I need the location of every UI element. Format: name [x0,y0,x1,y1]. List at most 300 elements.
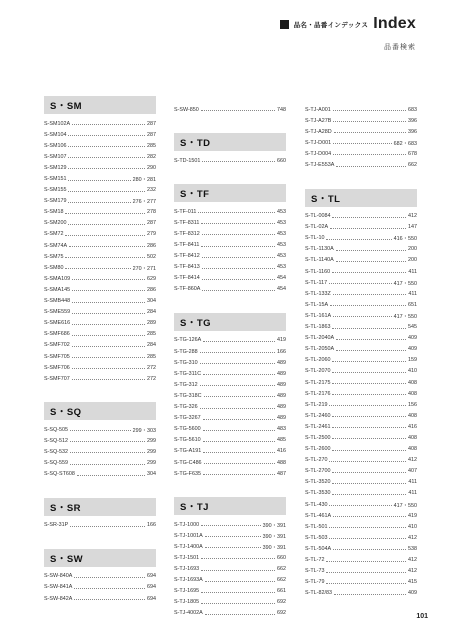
product-code: S-TL-219 [305,401,328,408]
index-block [305,189,417,599]
page-reference: 694 [147,584,156,591]
product-code: S-TL-2050A [305,346,335,353]
page-reference: 692 [277,610,286,617]
index-entry [44,351,156,362]
page-reference: 270・271 [132,265,156,272]
leader-dots [201,592,275,593]
index-entry [174,530,286,541]
leader-dots [333,110,406,111]
page-reference: 692 [277,599,286,606]
product-code: S-SME559 [44,309,71,316]
product-code: S-TG-312 [174,381,198,388]
leader-dots [332,372,406,373]
leader-dots [72,290,145,291]
page-reference: 661 [277,588,286,595]
leader-dots [205,581,275,582]
index-block [174,104,286,115]
index-entry [305,444,417,455]
product-code: S-SQ-559 [44,460,68,467]
index-entry [44,284,156,295]
index-entry [44,129,156,140]
product-code: S-SM129 [44,164,67,171]
page-reference: 299 [147,437,156,444]
index-entry [44,240,156,251]
product-code: S-TJ-1001A [174,532,203,539]
leader-dots [332,272,406,273]
product-code: S-TG-126A [174,337,202,344]
leader-dots [200,363,275,364]
page-reference: 629 [147,275,156,282]
leader-dots [326,583,406,584]
index-entry [174,284,286,295]
index-entry [305,299,417,310]
index-entry [174,575,286,586]
header-big-title: Index [373,15,416,32]
page-reference: 748 [277,106,286,113]
product-code: S-TG-310 [174,359,198,366]
page-reference: 453 [277,242,286,249]
leader-dots [201,525,260,526]
leader-dots [72,124,145,125]
index-entry [44,340,156,351]
index-entry [44,329,156,340]
product-code: S-TL-73 [305,568,325,575]
leader-dots [333,316,392,317]
product-code: S-SMF686 [44,331,70,338]
index-entry [44,307,156,318]
index-entry [174,519,286,530]
product-code: S-SM107 [44,153,67,160]
product-code: S-SMF707 [44,375,70,382]
index-entry [174,457,286,468]
product-code: S-SM155 [44,187,67,194]
product-code: S-SM18 [44,209,64,216]
leader-dots [203,452,275,453]
product-code: S-TL-2500 [305,434,331,441]
leader-dots [68,157,145,158]
leader-dots [326,572,406,573]
page-reference: 488 [277,459,286,466]
leader-dots [65,213,145,214]
page-reference: 538 [408,545,417,552]
page-reference: 289 [147,320,156,327]
leader-dots [334,594,406,595]
index-entry [174,541,286,552]
index-entry [305,543,417,554]
product-code: S-TL-133Z [305,290,331,297]
page-reference: 299 [147,448,156,455]
leader-dots [330,228,406,229]
product-code: S-TG-326 [174,404,198,411]
leader-dots [333,549,406,550]
leader-dots [70,452,145,453]
leader-dots [203,441,275,442]
leader-dots [77,475,145,476]
page-reference: 156 [408,401,417,408]
product-code: S-SQ-532 [44,448,68,455]
page-reference: 662 [277,566,286,573]
product-code: S-TF-8413 [174,264,200,271]
page-reference: 285 [147,353,156,360]
product-code: S-TL-1130A [305,246,334,253]
product-code: S-TJ-D004 [305,150,332,157]
index-entry [305,566,417,577]
index-entry [44,318,156,329]
index-entry [44,571,156,582]
leader-dots [326,239,391,240]
index-entry [305,288,417,299]
page-reference: 276・277 [132,199,156,206]
product-code: S-TL-2460 [305,412,331,419]
leader-dots [332,361,406,362]
leader-dots [198,212,275,213]
page-reference: 454 [277,286,286,293]
page-reference: 411 [408,290,417,297]
page-reference: 694 [147,595,156,602]
leader-dots [202,161,275,162]
leader-dots [68,168,145,169]
index-entry [305,277,417,288]
leader-dots [201,110,275,111]
leader-dots [203,419,275,420]
page-reference: 416・550 [393,236,417,243]
page-reference: 290 [147,164,156,171]
page-reference: 412 [408,213,417,220]
product-code: S-TJ-A001 [305,106,331,113]
product-code: S-SM104 [44,131,67,138]
page-reference: 304 [147,298,156,305]
page-reference: 390・391 [262,544,286,551]
index-entry [44,251,156,262]
index-entry [174,402,286,413]
index-block [44,96,156,384]
index-column-3 [305,96,417,617]
page-reference: 662 [277,577,286,584]
index-block [174,497,286,619]
leader-dots [332,494,406,495]
leader-dots [203,341,275,342]
leader-dots [202,234,275,235]
page-reference: 232 [147,187,156,194]
product-code: S-TL-1140A [305,257,334,264]
product-code: S-SMF705 [44,353,70,360]
page-reference: 396 [408,117,417,124]
index-block [174,313,286,479]
product-code: S-TL-3520 [305,479,331,486]
page-reference: 660 [277,157,286,164]
leader-dots [333,154,406,155]
leader-dots [202,279,275,280]
leader-dots [72,346,145,347]
product-code: S-TF-8412 [174,253,200,260]
leader-dots [329,538,406,539]
index-entry [305,233,417,244]
index-entry [44,373,156,384]
page-reference: 489 [277,359,286,366]
product-code: S-SM72 [44,231,64,238]
leader-dots [201,570,275,571]
product-code: S-TJ-1693 [174,566,200,573]
page-reference: 409 [408,346,417,353]
page-reference: 408 [408,379,417,386]
index-column-1 [44,96,156,622]
product-code: S-TF-8414 [174,275,200,282]
product-code: S-TD-1501 [174,157,201,164]
index-entry [305,588,417,599]
index-entry [174,239,286,250]
index-entry [305,126,417,137]
product-code: S-SM102A [44,120,71,127]
leader-dots [68,135,145,136]
page-reference: 200 [408,257,417,264]
index-entry [44,262,156,273]
leader-dots [201,558,275,559]
leader-dots [332,427,406,428]
leader-dots [205,547,261,548]
leader-dots [70,430,131,431]
leader-dots [333,121,406,122]
index-entry [305,410,417,421]
page-reference: 682・683 [393,140,417,147]
leader-dots [65,257,145,258]
product-code: S-TG-318C [174,392,202,399]
page-reference: 678 [408,150,417,157]
product-code: S-TL-2600 [305,446,331,453]
page-reference: 483 [277,426,286,433]
page-reference: 416 [408,423,417,430]
index-entry [305,532,417,543]
index-block [44,549,156,604]
page-reference: 415 [408,579,417,586]
leader-dots [205,614,275,615]
index-entry [305,222,417,233]
product-code: S-SMF706 [44,364,70,371]
page-reference: 694 [147,573,156,580]
leader-dots [72,279,145,280]
leader-dots [336,166,406,167]
product-code: S-TL-82/83 [305,590,332,597]
index-entry [305,104,417,115]
index-entry [174,390,286,401]
product-code: S-TJ-1000 [174,521,200,528]
page-reference: 417・550 [393,502,417,509]
product-code: S-SM179 [44,198,67,205]
page-reference: 278 [147,209,156,216]
product-code: S-SW-841A [44,584,73,591]
product-code: S-TJ-1400A [174,543,203,550]
leader-dots [201,223,275,224]
product-code: S-TG-F635 [174,470,201,477]
leader-dots [65,268,130,269]
leader-dots [72,357,145,358]
page-reference: 287 [147,220,156,227]
page-reference: 545 [408,324,417,331]
product-code: S-TF-8311 [174,219,200,226]
product-code: S-TL-461A [305,512,332,519]
leader-dots [329,283,392,284]
page-reference: 489 [277,381,286,388]
page-reference: 390・391 [262,522,286,529]
index-entry [174,586,286,597]
index-entry [174,357,286,368]
page-reference: 412 [408,457,417,464]
product-code: S-TL-2175 [305,379,331,386]
index-entry [174,413,286,424]
leader-dots [70,464,145,465]
leader-dots [200,408,275,409]
leader-dots [68,202,130,203]
page-reference: 453 [277,219,286,226]
page-reference: 304 [147,471,156,478]
section-header: S・SM [44,96,156,114]
product-code: S-TF-860A [174,286,201,293]
page-reference: 408 [408,412,417,419]
page-reference: 651 [408,301,417,308]
leader-dots [203,374,275,375]
index-entry [174,552,286,563]
page-reference: 166 [277,348,286,355]
leader-dots [201,603,275,604]
index-entry [174,155,286,166]
index-entry [174,379,286,390]
index-entry [305,355,417,366]
product-code: S-SM75 [44,253,64,260]
index-block [174,184,286,295]
index-block [305,104,417,171]
page-reference: 200 [408,246,417,253]
index-entry [305,421,417,432]
index-entry [305,499,417,510]
product-code: S-TF-011 [174,208,197,215]
leader-dots [202,268,275,269]
page-reference: 487 [277,470,286,477]
page-reference: 453 [277,264,286,271]
leader-dots [336,350,406,351]
leader-dots [330,305,406,306]
index-entry [305,333,417,344]
leader-dots [68,191,145,192]
index-header [280,15,416,33]
index-entry [305,554,417,565]
index-entry [305,488,417,499]
index-entry [174,446,286,457]
index-entry [44,118,156,129]
leader-dots [332,394,406,395]
leader-dots [333,516,406,517]
index-entry [174,346,286,357]
leader-dots [333,143,392,144]
leader-dots [336,339,406,340]
page-reference: 411 [408,490,417,497]
product-code: S-TJ-E553A [305,162,335,169]
leader-dots [74,577,145,578]
product-code: S-TG-311C [174,370,202,377]
page-reference: 412 [408,568,417,575]
index-entry [174,251,286,262]
index-entry [44,296,156,307]
index-entry [44,151,156,162]
leader-dots [68,146,145,147]
leader-dots [332,328,406,329]
leader-dots [72,379,145,380]
page-reference: 489 [277,404,286,411]
index-entry [174,228,286,239]
index-entry [44,582,156,593]
index-entry [174,564,286,575]
index-entry [174,262,286,273]
leader-dots [72,335,145,336]
index-entry [305,148,417,159]
product-code: S-TG-5610 [174,437,201,444]
page-reference: 453 [277,230,286,237]
index-entry [305,344,417,355]
header-small-title: 品名・品番インデックス [293,21,369,29]
page-reference: 453 [277,253,286,260]
product-code: S-SQ-ST608 [44,471,75,478]
index-entry [44,207,156,218]
index-entry [44,229,156,240]
page-reference: 412 [408,557,417,564]
index-entry [305,255,417,266]
product-code: S-TL-117 [305,279,328,286]
page-reference: 417・550 [393,313,417,320]
page-reference: 410 [408,368,417,375]
index-entry [305,466,417,477]
page-reference: 286 [147,242,156,249]
page-reference: 280・281 [132,177,156,184]
leader-dots [326,561,406,562]
index-entry [44,458,156,469]
page-reference: 166 [147,522,156,529]
index-entry [305,577,417,588]
page-reference: 285 [147,331,156,338]
page-reference: 417・550 [393,280,417,287]
page-reference: 660 [277,554,286,561]
index-entry [44,185,156,196]
index-entry [44,424,156,435]
product-code: S-TJ-A28D [305,128,332,135]
product-code: S-TJ-1693A [174,577,203,584]
product-code: S-TG-A191 [174,448,202,455]
product-code: S-SMB448 [44,298,71,305]
product-code: S-SR-31P [44,522,69,529]
index-entry [305,159,417,170]
page-reference: 489 [277,415,286,422]
index-entry [44,196,156,207]
section-header: S・TJ [174,497,286,515]
black-square-icon [280,20,289,29]
product-code: S-TL-02A [305,224,329,231]
page-reference: 489 [277,370,286,377]
page-reference: 454 [277,275,286,282]
product-code: S-TJ-A27B [305,117,332,124]
product-code: S-SW-842A [44,595,73,602]
page-reference: 485 [277,437,286,444]
index-entry [174,273,286,284]
page-reference: 489 [277,392,286,399]
leader-dots [72,368,145,369]
index-entry [305,244,417,255]
leader-dots [336,261,406,262]
product-code: S-SW-840A [44,573,73,580]
index-entry [305,399,417,410]
index-entry [44,593,156,604]
leader-dots [74,599,145,600]
product-code: S-TL-2060 [305,357,331,364]
page-reference: 285 [147,142,156,149]
product-code: S-SM200 [44,220,67,227]
page-number: 101 [416,613,428,620]
